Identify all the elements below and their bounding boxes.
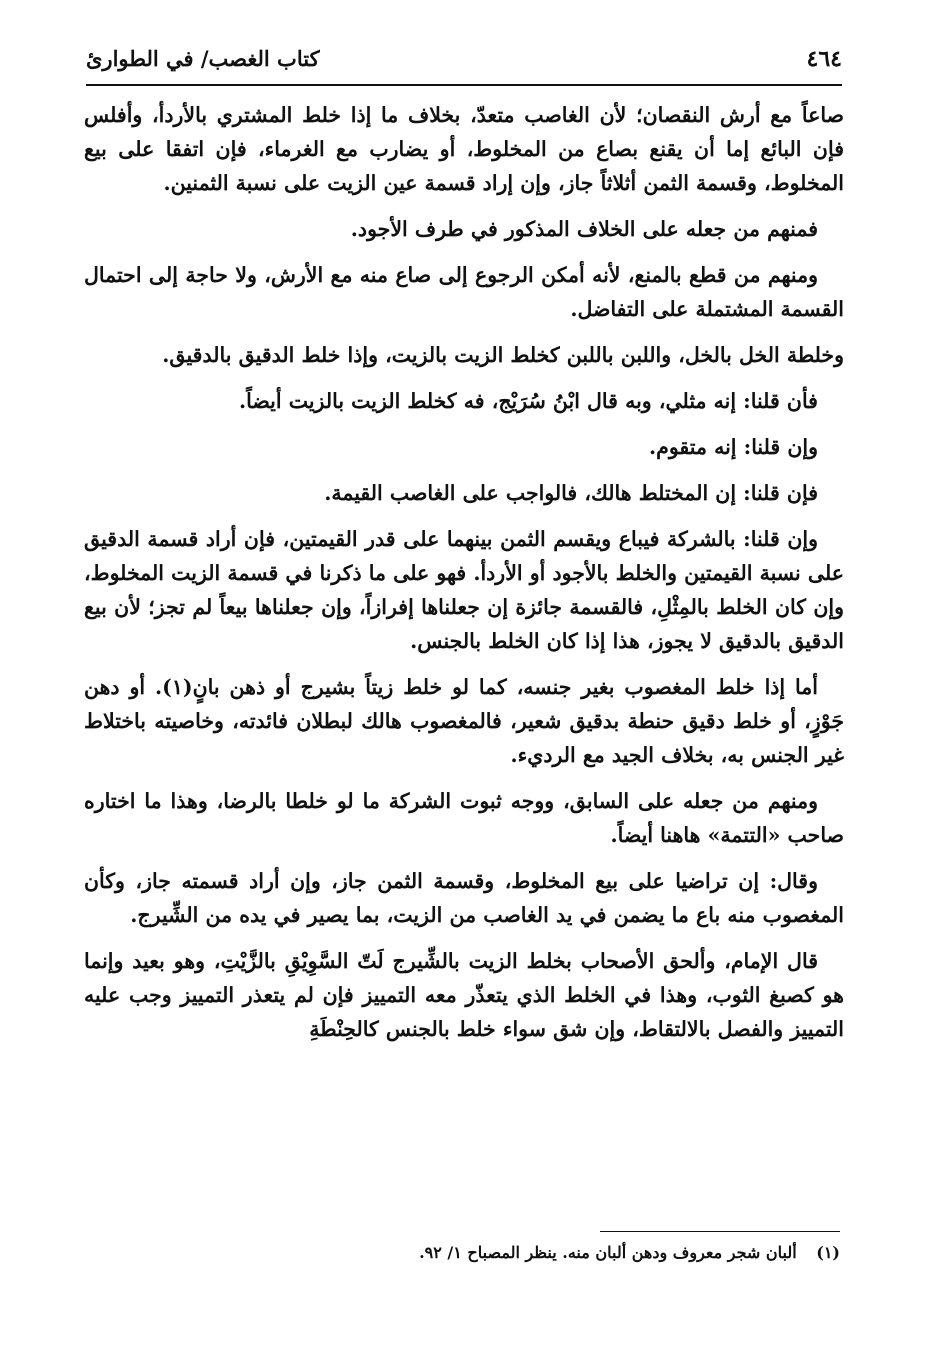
paragraph-9: أما إذا خلط المغصوب بغير جنسه، كما لو خلط زيتاً بشيرج أو ذهن بانٍ(١). أو دهن جَوْزٍ، أو خلط دقيق حنطة بدقيق شعير، فالمغصوب هالك لبطلان فائدته، وخاصيته باختلاط غير الجنس به، بخلاف الجيد مع الرديء.: [84, 675, 844, 767]
page-number: ٤٦٤: [806, 46, 842, 72]
paragraph-6: وإن قلنا: إنه متقوم.: [649, 435, 818, 459]
paragraph-12: قال الإمام، وألحق الأصحاب بخلط الزيت بالشِّيرج لَتّ السَّوِيْقِ بالزَّيْتِ، وهو بعيد وإنما هو كصبغ الثوب، وهذا في الخلط الذي يتعذّر معه التمييز فإن لم يتعذر التمييز وجب عليه التمييز والفصل بالالتقاط، وإن شق سواء خلط بالجنس كالحِنْطَةِ: [84, 949, 844, 1041]
paragraph-8: وإن قلنا: بالشركة فيباع ويقسم الثمن بينهما على قدر القيمتين، فإن أراد قسمة الدقيق على نسبة القيمتين والخلط بالأجود أو الأردأ. فهو على ما ذكرنا في قسمة الزيت المخلوط، وإن كان الخلط بالمِثْلِ، فالقسمة جائزة إن جعلناها إفرازاً، وإن جعلناها بيعاً لم تجز؛ لأن بيع الدقيق بالدقيق لا يجوز، هذا إذا كان الخلط بالجنس.: [84, 527, 844, 653]
paragraph-10: ومنهم من جعله على السابق، ووجه ثبوت الشركة ما لو خلطا بالرضا، وهذا ما اختاره صاحب «التتمة» هاهنا أيضاً.: [84, 789, 844, 847]
footnote-marker: (١): [816, 1243, 840, 1262]
footnote-rule: [600, 1231, 840, 1232]
paragraph-5: فأن قلنا: إنه مثلي، وبه قال ابْنُ سُرَيْج، فه كخلط الزيت بالزيت أيضاً.: [239, 389, 818, 413]
paragraph-11: وقال: إن تراضيا على بيع المخلوط، وقسمة الثمن جاز، وإن أراد قسمته جاز، وكأن المغصوب منه باع ما يضمن في يد الغاصب من الزيت، بما يصير في يده من الشِّيرج.: [84, 869, 844, 927]
footnote: [84, 1239, 840, 1267]
paragraph-3: ومنهم من قطع بالمنع، لأنه أمكن الرجوع إلى صاع منه مع الأرش، ولا حاجة إلى احتمال القسمة المشتملة على التفاضل.: [84, 263, 844, 321]
body-text: [84, 98, 844, 1058]
paragraph-7: فإن قلنا: إن المختلط هالك، فالواجب على الغاصب القيمة.: [324, 481, 818, 505]
footnote-text: ألبان شجر معروف ودهن ألبان منه. ينظر المصباح ١/ ٩٢.: [419, 1243, 797, 1262]
paragraph-1: صاعاً مع أرش النقصان؛ لأن الغاصب متعدّ، بخلاف ما إذا خلط المشتري بالأردأ، وأفلس فإن البائع إما أن يقنع بصاع من المخلوط، أو يضارب مع الغرماء، فإن اتفقا على بيع المخلوط، وقسمة الثمن أثلاثاً جاز، وإن إراد قسمة عين الزيت على نسبة الثمنين.: [84, 103, 844, 195]
page-header: [86, 42, 842, 86]
running-title: كتاب الغصب/ في الطوارئ: [86, 46, 320, 71]
paragraph-4: وخلطة الخل بالخل، واللبن باللبن كخلط الزيت بالزيت، وإذا خلط الدقيق بالدقيق.: [162, 343, 844, 367]
paragraph-2: فمنهم من جعله على الخلاف المذكور في طرف الأجود.: [350, 217, 818, 241]
header-rule: [86, 84, 842, 86]
